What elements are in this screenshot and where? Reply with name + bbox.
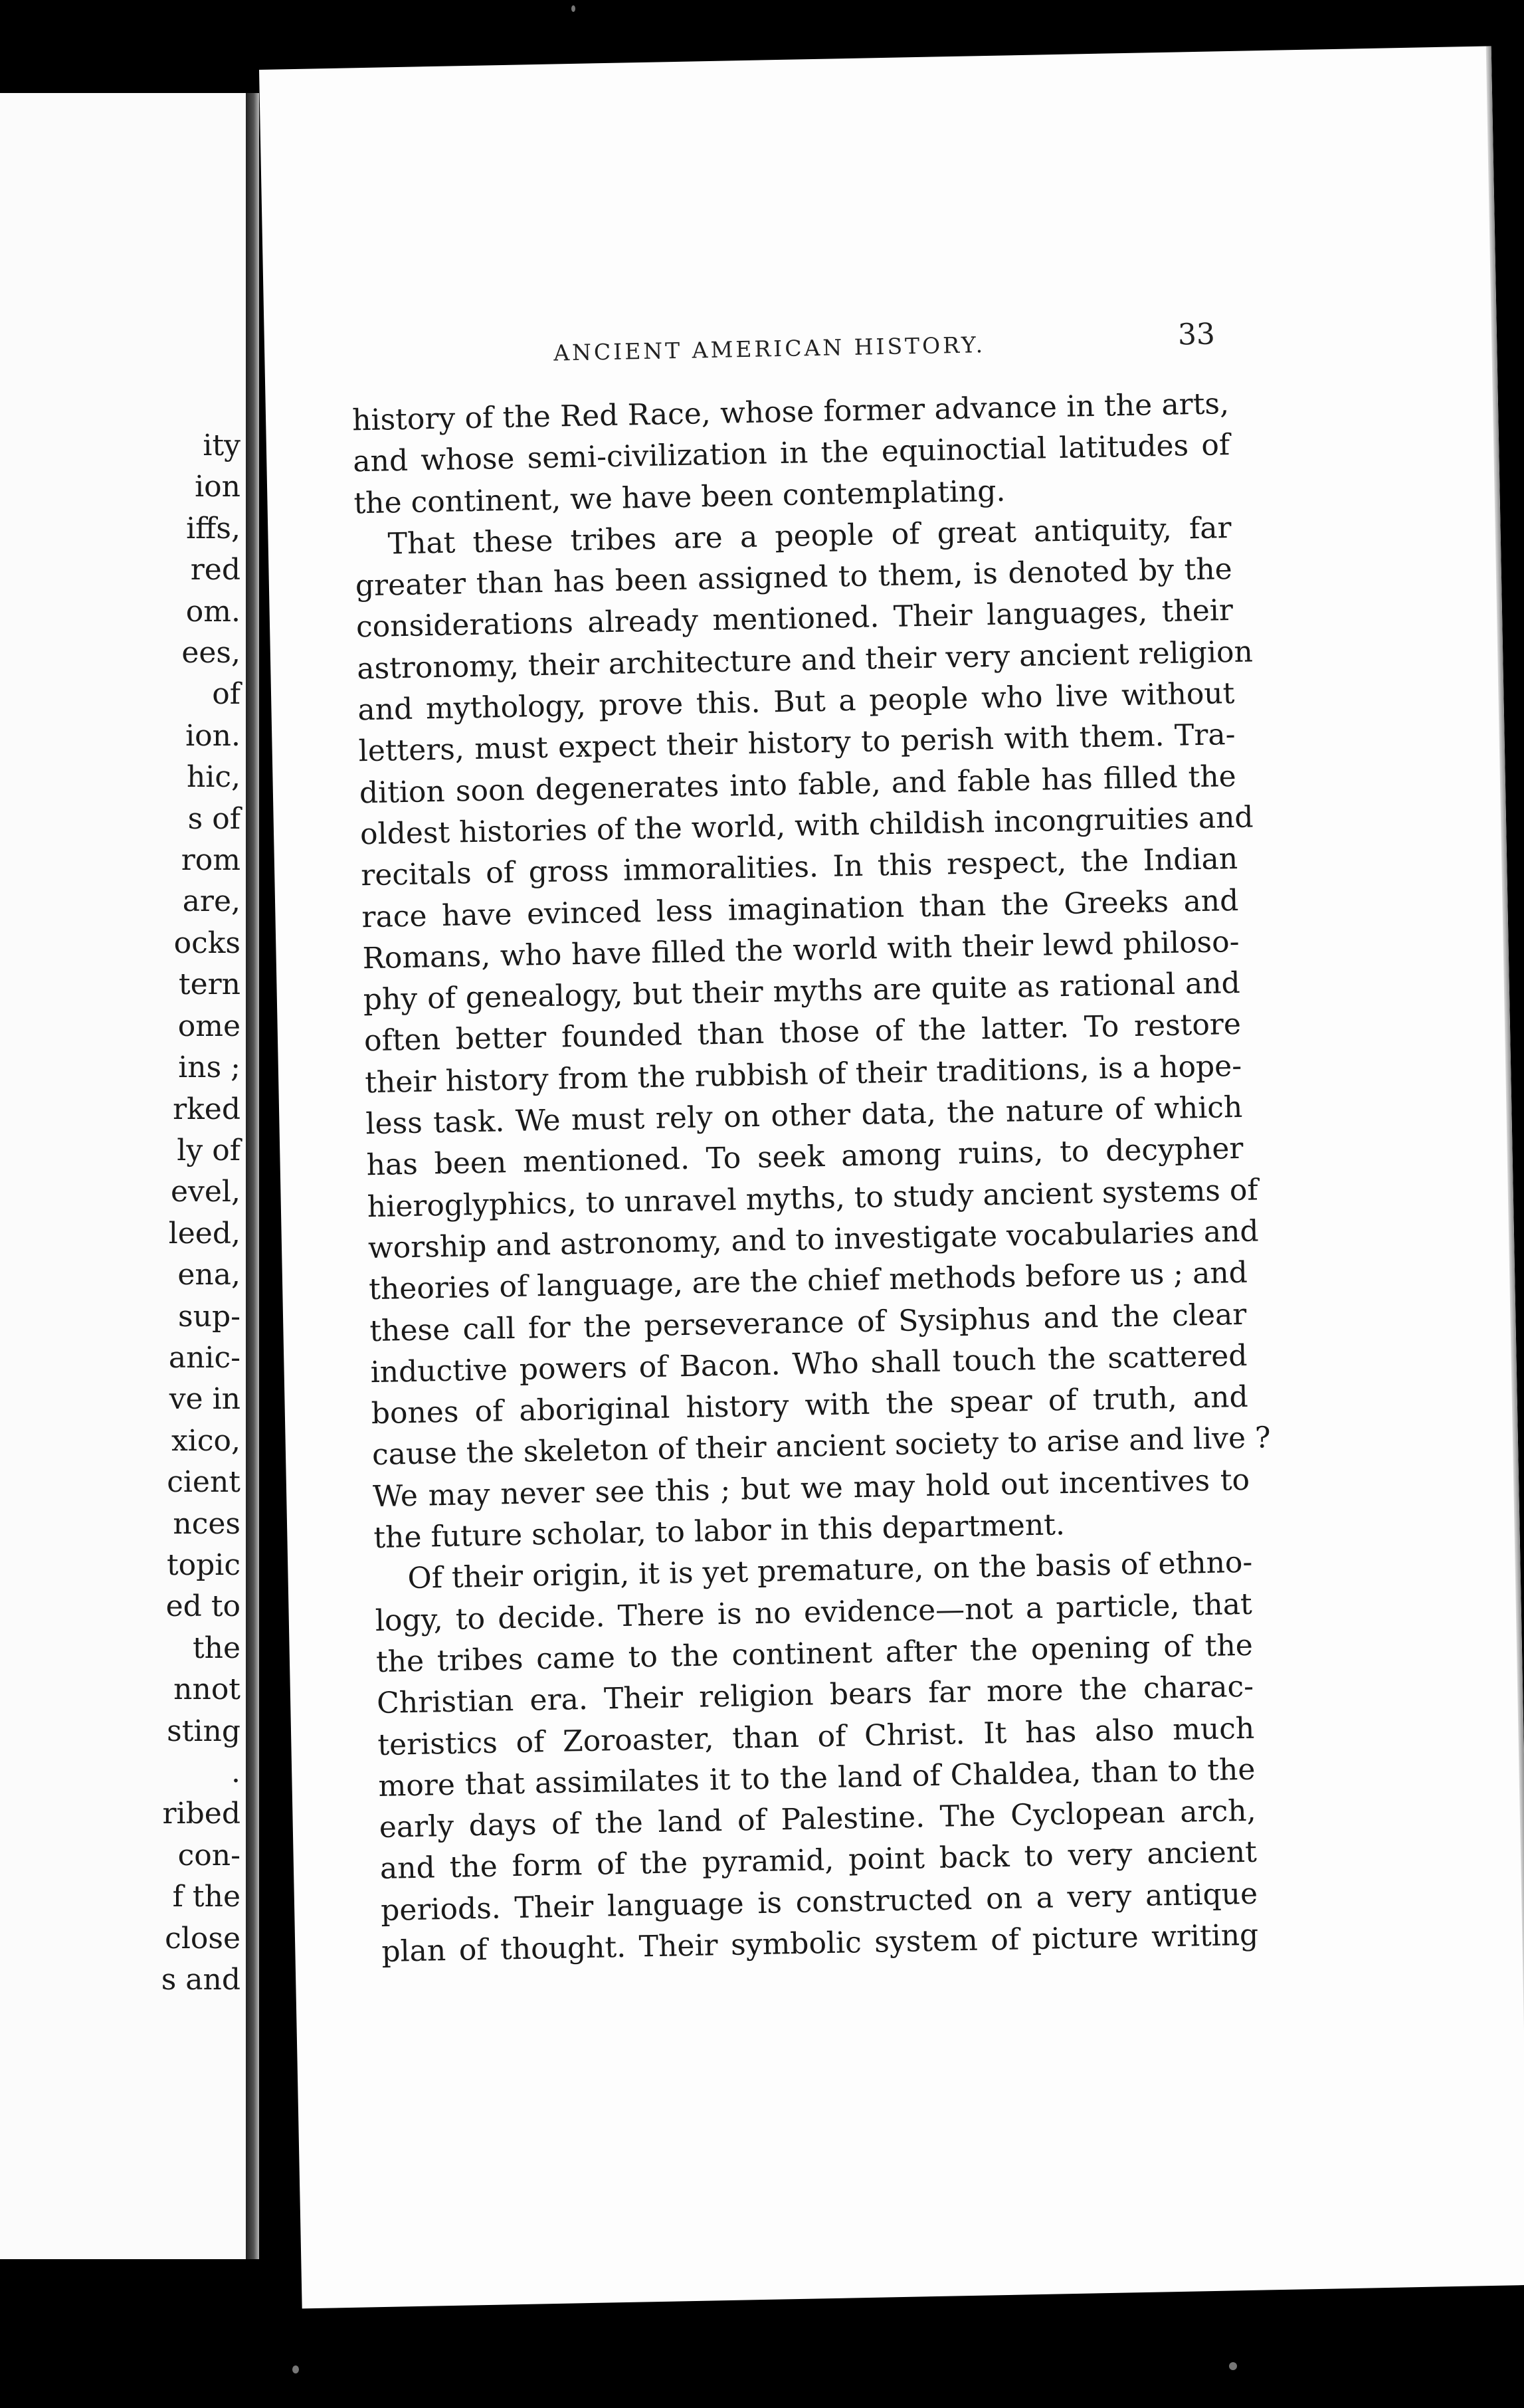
left-page-line: ocks xyxy=(173,926,240,960)
left-page-text xyxy=(161,425,240,2001)
left-page-line: xico, xyxy=(171,1423,240,1458)
left-page-line: s and xyxy=(161,1963,240,1997)
text-line: often better founded than those of the latter. To restore xyxy=(363,1007,1242,1058)
text-line: bones of aboriginal history with the spear of truth, and xyxy=(371,1379,1249,1431)
text-line: their history from the rubbish of their traditions, is a hope- xyxy=(364,1049,1242,1100)
text-line: plan of thought. Their symbolic system of picture writing xyxy=(381,1918,1259,1969)
text-line: the continent, we have been contemplating. xyxy=(353,474,1006,520)
text-line: Of their origin, it is yet premature, on the basis of ethno- xyxy=(407,1546,1253,1596)
left-page-line: topic xyxy=(166,1548,240,1582)
text-line: considerations already mentioned. Their languages, their xyxy=(355,593,1234,645)
left-page-line: close xyxy=(165,1921,240,1956)
left-page-line: evel, xyxy=(171,1175,240,1209)
left-page-line: rom xyxy=(181,843,240,878)
left-page-line: ion. xyxy=(185,718,240,753)
text-line: worship and astronomy, and to investigate vocabularies and xyxy=(367,1214,1260,1266)
left-page-line: nnot xyxy=(173,1672,240,1707)
text-line: early days of the land of Palestine. The Cyclopean arch, xyxy=(379,1793,1257,1845)
left-page-line: cient xyxy=(167,1465,240,1500)
text-line: and whose semi-civilization in the equinoctial latitudes of xyxy=(352,428,1230,479)
book-page xyxy=(259,46,1524,2308)
text-line: theories of language, are the chief methods before us ; and xyxy=(368,1256,1248,1307)
left-page-line: red xyxy=(190,553,240,587)
left-page-line: of xyxy=(212,677,240,712)
left-page-line: s of xyxy=(187,801,240,836)
left-page-line: sting xyxy=(167,1714,240,1748)
text-line: That these tribes are a people of great antiquity, far xyxy=(387,510,1232,561)
text-line: letters, must expect their history to perish with them. Tra- xyxy=(358,718,1236,769)
text-line: recitals of gross immoralities. In this respect, the Indian xyxy=(360,842,1238,893)
text-line: We may never see this ; but we may hold out incentives to xyxy=(372,1462,1250,1514)
book-gutter xyxy=(246,93,259,2259)
text-line: the tribes came to the continent after the opening of the xyxy=(375,1628,1254,1679)
left-page-line: f the xyxy=(172,1880,240,1914)
left-page-line: sup- xyxy=(178,1299,240,1334)
left-page-line: ome xyxy=(177,1009,240,1043)
text-line: race have evinced less imagination than the Greeks and xyxy=(361,883,1239,934)
text-line: more that assimilates it to the land of Chaldea, than to the xyxy=(378,1752,1256,1803)
text-line: less task. We must rely on other data, the nature of which xyxy=(365,1090,1243,1142)
dust-speck xyxy=(571,5,575,12)
left-page-line: leed, xyxy=(168,1216,240,1251)
left-page-line: iffs, xyxy=(186,511,240,546)
text-line: teristics of Zoroaster, than of Christ. It has also much xyxy=(377,1711,1255,1762)
text-line: periods. Their language is constructed on a very antique xyxy=(380,1876,1258,1928)
left-page-line: . xyxy=(231,1756,240,1789)
text-line: history of the Red Race, whose former advance in the arts, xyxy=(351,387,1230,438)
text-line: and the form of the pyramid, point back to very ancient xyxy=(379,1835,1258,1886)
left-page-line: ly of xyxy=(177,1133,240,1167)
text-line: astronomy, their architecture and their very ancient religion xyxy=(356,635,1254,686)
running-head: ANCIENT AMERICAN HISTORY. xyxy=(553,332,986,366)
text-line: greater than has been assigned to them, is denoted by the xyxy=(355,552,1233,603)
left-page-line: are, xyxy=(182,884,240,919)
text-line: these call for the perseverance of Sysiphus and the clear xyxy=(369,1297,1247,1348)
left-page-line: om. xyxy=(185,594,240,629)
text-line: and mythology, prove this. But a people who live without xyxy=(357,676,1235,728)
left-page-line: ion xyxy=(195,470,240,504)
left-page-line: ed to xyxy=(165,1589,240,1624)
left-page-line: anic- xyxy=(168,1340,240,1375)
dust-speck xyxy=(1229,2362,1237,2370)
left-page-line: con- xyxy=(177,1838,240,1872)
left-page-line: the xyxy=(192,1631,240,1665)
left-page-line: tern xyxy=(178,967,240,1002)
left-page-line: nces xyxy=(173,1506,240,1541)
dust-speck xyxy=(292,2365,299,2373)
text-line: oldest histories of the world, with childish incongruities and xyxy=(359,800,1254,852)
page-edge xyxy=(1486,46,1524,2285)
left-page-line: hic, xyxy=(186,760,240,795)
text-line: logy, to decide. There is no evidence—not a particle, that xyxy=(375,1587,1253,1638)
text-line: phy of genealogy, but their myths are quite as rational and xyxy=(363,966,1241,1017)
text-line: Romans, who have filled the world with their lewd philoso- xyxy=(362,924,1240,976)
text-line: cause the skeleton of their ancient society to arise and live ? xyxy=(371,1421,1272,1472)
text-line: Christian era. Their religion bears far more the charac- xyxy=(376,1669,1254,1721)
text-line: has been mentioned. To seek among ruins, to decypher xyxy=(366,1132,1244,1183)
left-page-line: ve in xyxy=(169,1382,240,1417)
text-line: dition soon degenerates into fable, and fable has filled the xyxy=(359,759,1237,810)
text-line: the future scholar, to labor in this department. xyxy=(373,1508,1066,1555)
left-page-line: ity xyxy=(203,429,240,462)
left-page-line: ees, xyxy=(181,636,240,670)
page-number: 33 xyxy=(1177,317,1216,352)
body-text xyxy=(351,383,1272,1973)
text-line: inductive powers of Bacon. Who shall touch the scattered xyxy=(370,1338,1248,1389)
left-page-line: ins ; xyxy=(178,1051,240,1085)
left-page-line: rked xyxy=(173,1092,240,1126)
text-line: hieroglyphics, to unravel myths, to study ancient systems of xyxy=(367,1173,1259,1224)
left-page-line: ribed xyxy=(162,1797,240,1831)
left-page-fragment xyxy=(0,93,246,2259)
left-page-line: ena, xyxy=(177,1258,240,1292)
